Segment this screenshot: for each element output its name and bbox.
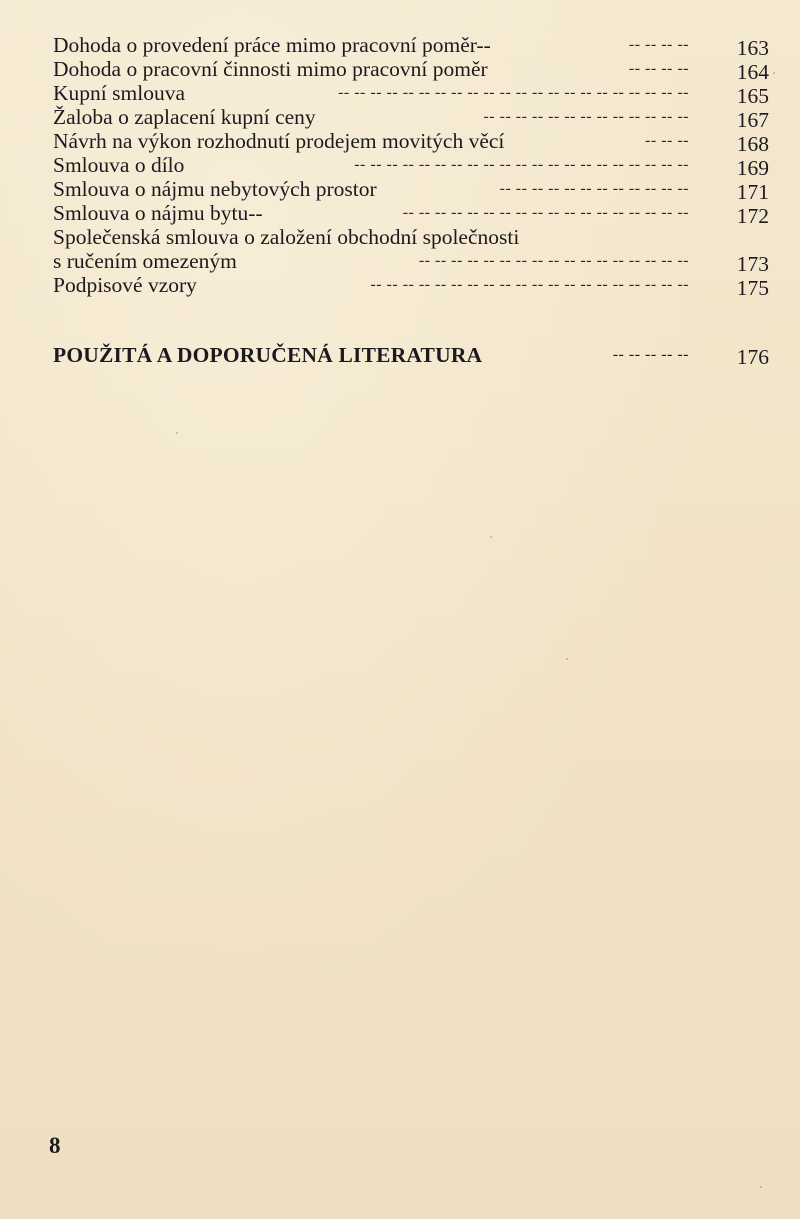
paper-speck: [490, 536, 492, 538]
toc-entry: [53, 225, 771, 249]
toc-entry-title: Smlouva o dílo: [53, 153, 185, 177]
toc-entry: [53, 129, 771, 156]
dot-leader: -- -- -- -- -- -- -- -- -- -- -- --: [499, 180, 689, 197]
page-number: 8: [49, 1133, 61, 1158]
toc-entry-title: Smlouva o nájmu nebytových prostor: [53, 177, 377, 201]
literature-heading-page: 176: [736, 345, 769, 369]
paper-speck: [176, 432, 178, 434]
toc-entry-title: Žaloba o zaplacení kupní ceny: [53, 105, 316, 129]
toc-entry-title: Dohoda o pracovní činnosti mimo pracovní poměr: [53, 57, 488, 81]
toc-entry-page: 164: [736, 60, 769, 84]
dot-leader: -- -- --: [645, 132, 689, 149]
toc-entry-page: 163: [736, 36, 769, 60]
toc-entry: [53, 249, 771, 276]
paper-speck: [566, 658, 568, 660]
literature-heading-title: POUŽITÁ A DOPORUČENÁ LITERATURA: [53, 343, 483, 367]
toc-entry-title: Dohoda o provedení práce mimo pracovní poměr--: [53, 33, 491, 57]
toc-entry-page: 172: [736, 204, 769, 228]
dot-leader: -- -- -- -- -- -- -- -- -- -- -- -- -- -- -- -- -- -- -- -- --: [354, 156, 689, 173]
dot-leader: -- -- -- --: [628, 60, 689, 77]
dot-leader: -- -- -- -- -- -- -- -- -- -- -- -- -- -- -- -- -- -- -- --: [370, 276, 689, 293]
dot-leader: -- -- -- -- -- -- -- -- -- -- -- -- -- -- -- -- --: [418, 252, 689, 269]
table-of-contents: [53, 33, 771, 300]
toc-entry-page: 171: [736, 180, 769, 204]
paper-speck: [773, 72, 775, 74]
toc-entry-page: 168: [736, 132, 769, 156]
toc-entry-title: Podpisové vzory: [53, 273, 197, 297]
toc-entry-page: 175: [736, 276, 769, 300]
dot-leader: -- -- -- -- -- -- -- -- -- -- -- -- -- -- -- -- -- --: [402, 204, 689, 221]
dot-leader: -- -- -- -- -- -- -- -- -- -- -- -- -- -- -- -- -- -- -- -- -- --: [338, 84, 689, 101]
toc-entry-page: 173: [736, 252, 769, 276]
dot-leader: -- -- -- -- -- -- -- -- -- -- -- -- --: [483, 108, 689, 125]
toc-entry-title: Kupní smlouva: [53, 81, 185, 105]
toc-entry: [53, 81, 771, 108]
toc-entry: [53, 33, 771, 60]
toc-entry-page: 167: [736, 108, 769, 132]
toc-entry-title: s ručením omezeným: [53, 249, 237, 273]
literature-heading-entry: [53, 341, 771, 369]
toc-entry: [53, 153, 771, 180]
toc-entry: [53, 177, 771, 204]
dot-leader: -- -- -- -- --: [612, 346, 689, 363]
toc-entry: [53, 201, 771, 228]
toc-entry-page: 169: [736, 156, 769, 180]
toc-entry-page: 165: [736, 84, 769, 108]
toc-entry-title: Návrh na výkon rozhodnutí prodejem movitých věcí: [53, 129, 505, 153]
toc-entry-title: Smlouva o nájmu bytu--: [53, 201, 263, 225]
dot-leader: -- -- -- --: [628, 36, 689, 53]
toc-entry: [53, 105, 771, 132]
paper-speck: [760, 1186, 762, 1188]
toc-entry: [53, 273, 771, 300]
toc-entry: [53, 57, 771, 84]
toc-entry-title: Společenská smlouva o založení obchodní společnosti: [53, 225, 520, 249]
